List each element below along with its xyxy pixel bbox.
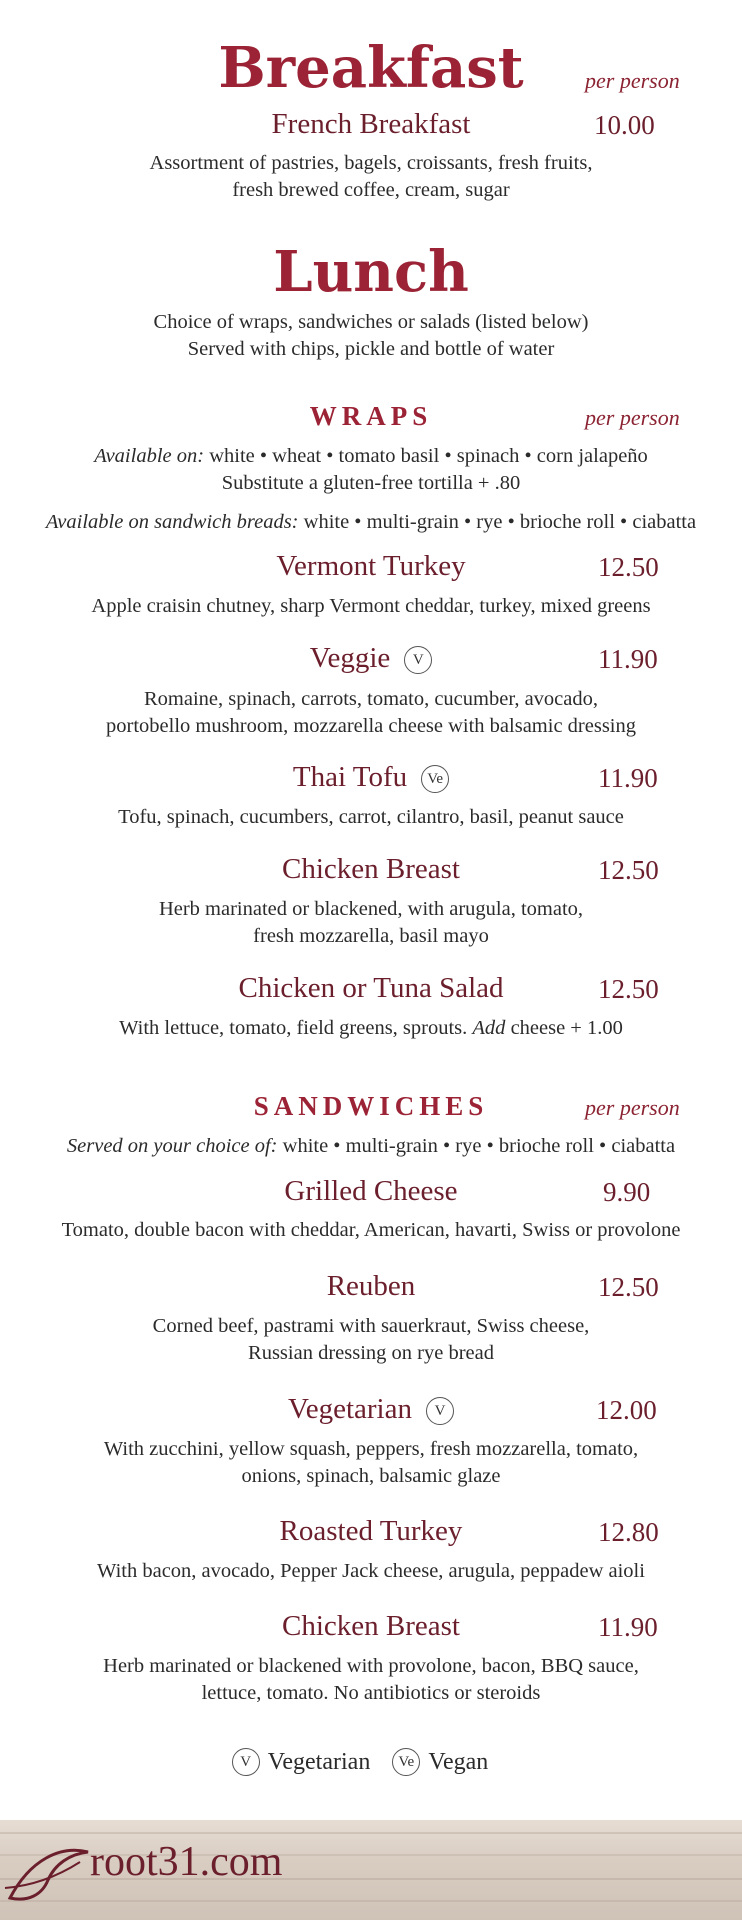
item-price: 12.50 [598,974,659,1004]
item-desc: Tomato, double bacon with cheddar, American, havarti, Swiss or provolone [61,1219,681,1241]
item-desc: Tofu, spinach, cucumbers, carrot, cilantro, basil, peanut sauce [118,806,624,828]
item-name: French Breakfast [271,108,471,140]
item-desc: Herb marinated or blackened with provolone, bacon, BBQ sauce, lettuce, tomato. No antibiotics or steroids [103,1655,639,1704]
item-desc: Assortment of pastries, bagels, croissants, fresh fruits, fresh brewed coffee, cream, sugar [149,152,593,201]
vegan-badge-icon: Ve [392,1748,420,1776]
item-name: Veggie [309,642,391,674]
sandwiches-heading: SANDWICHES [253,1091,489,1121]
breakfast-per-person: per person [585,68,680,93]
item-price: 10.00 [594,110,655,140]
vegan-badge-icon: Ve [421,765,449,793]
vegetarian-badge-icon: V [404,646,432,674]
item-price: 12.00 [596,1395,657,1425]
item-desc: Apple craisin chutney, sharp Vermont cheddar, turkey, mixed greens [91,595,651,617]
root31-logo-icon [0,1840,95,1910]
wraps-heading: WRAPS [309,401,433,431]
item-name: Vegetarian [288,1393,412,1425]
lunch-desc: Choice of wraps, sandwiches or salads (listed below) Served with chips, pickle and bottle of water [153,311,589,360]
wraps-breads: Available on sandwich breads: white • multi-grain • rye • brioche roll • ciabatta [45,511,697,533]
legend-vegan-label: Vegan [428,1748,489,1775]
item-name: Chicken Breast [282,853,460,885]
breakfast-title: Breakfast [218,35,524,101]
item-price: 9.90 [603,1177,651,1207]
item-price: 11.90 [598,1612,658,1642]
item-name: Roasted Turkey [279,1515,463,1547]
item-name: Thai Tofu [292,761,408,793]
item-desc: Romaine, spinach, carrots, tomato, cucumber, avocado, portobello mushroom, mozzarella cheese with balsamic dressing [106,688,636,737]
item-desc: Corned beef, pastrami with sauerkraut, Swiss cheese, Russian dressing on rye bread [152,1315,590,1364]
item-price: 11.90 [598,763,658,793]
item-name: Chicken Breast [282,1610,460,1642]
item-name: Vermont Turkey [276,550,466,582]
lunch-title: Lunch [273,239,469,305]
sandwiches-per-person: per person [585,1095,680,1120]
item-name: Chicken or Tuna Salad [238,972,504,1004]
vegetarian-badge-icon: V [426,1397,454,1425]
legend-vegetarian-label: Vegetarian [267,1748,371,1775]
item-price: 12.50 [598,552,659,582]
item-price: 12.50 [598,1272,659,1302]
sandwiches-breads: Served on your choice of: white • multi-grain • rye • brioche roll • ciabatta [66,1135,676,1157]
item-price: 12.50 [598,855,659,885]
item-desc: With zucchini, yellow squash, peppers, fresh mozzarella, tomato, onions, spinach, balsamic glaze [103,1438,639,1487]
vegetarian-badge-icon: V [232,1748,260,1776]
item-name: Reuben [326,1270,416,1302]
item-price: 11.90 [598,644,658,674]
item-price: 12.80 [598,1517,659,1547]
item-desc: With bacon, avocado, Pepper Jack cheese, arugula, peppadew aioli [97,1560,645,1582]
footer-logo-text[interactable]: root31.com [90,1839,283,1885]
item-name: Grilled Cheese [284,1175,458,1207]
item-desc: Herb marinated or blackened, with arugula, tomato, fresh mozzarella, basil mayo [158,898,584,947]
wraps-per-person: per person [585,405,680,430]
footer-wood [0,1820,742,1920]
wraps-availability: Available on: white • wheat • tomato basil • spinach • corn jalapeño Substitute a gluten-free tortilla + .80 [94,445,648,494]
item-desc: With lettuce, tomato, field greens, sprouts. Add cheese + 1.00 [119,1017,623,1039]
dietary-legend [0,1748,742,1776]
